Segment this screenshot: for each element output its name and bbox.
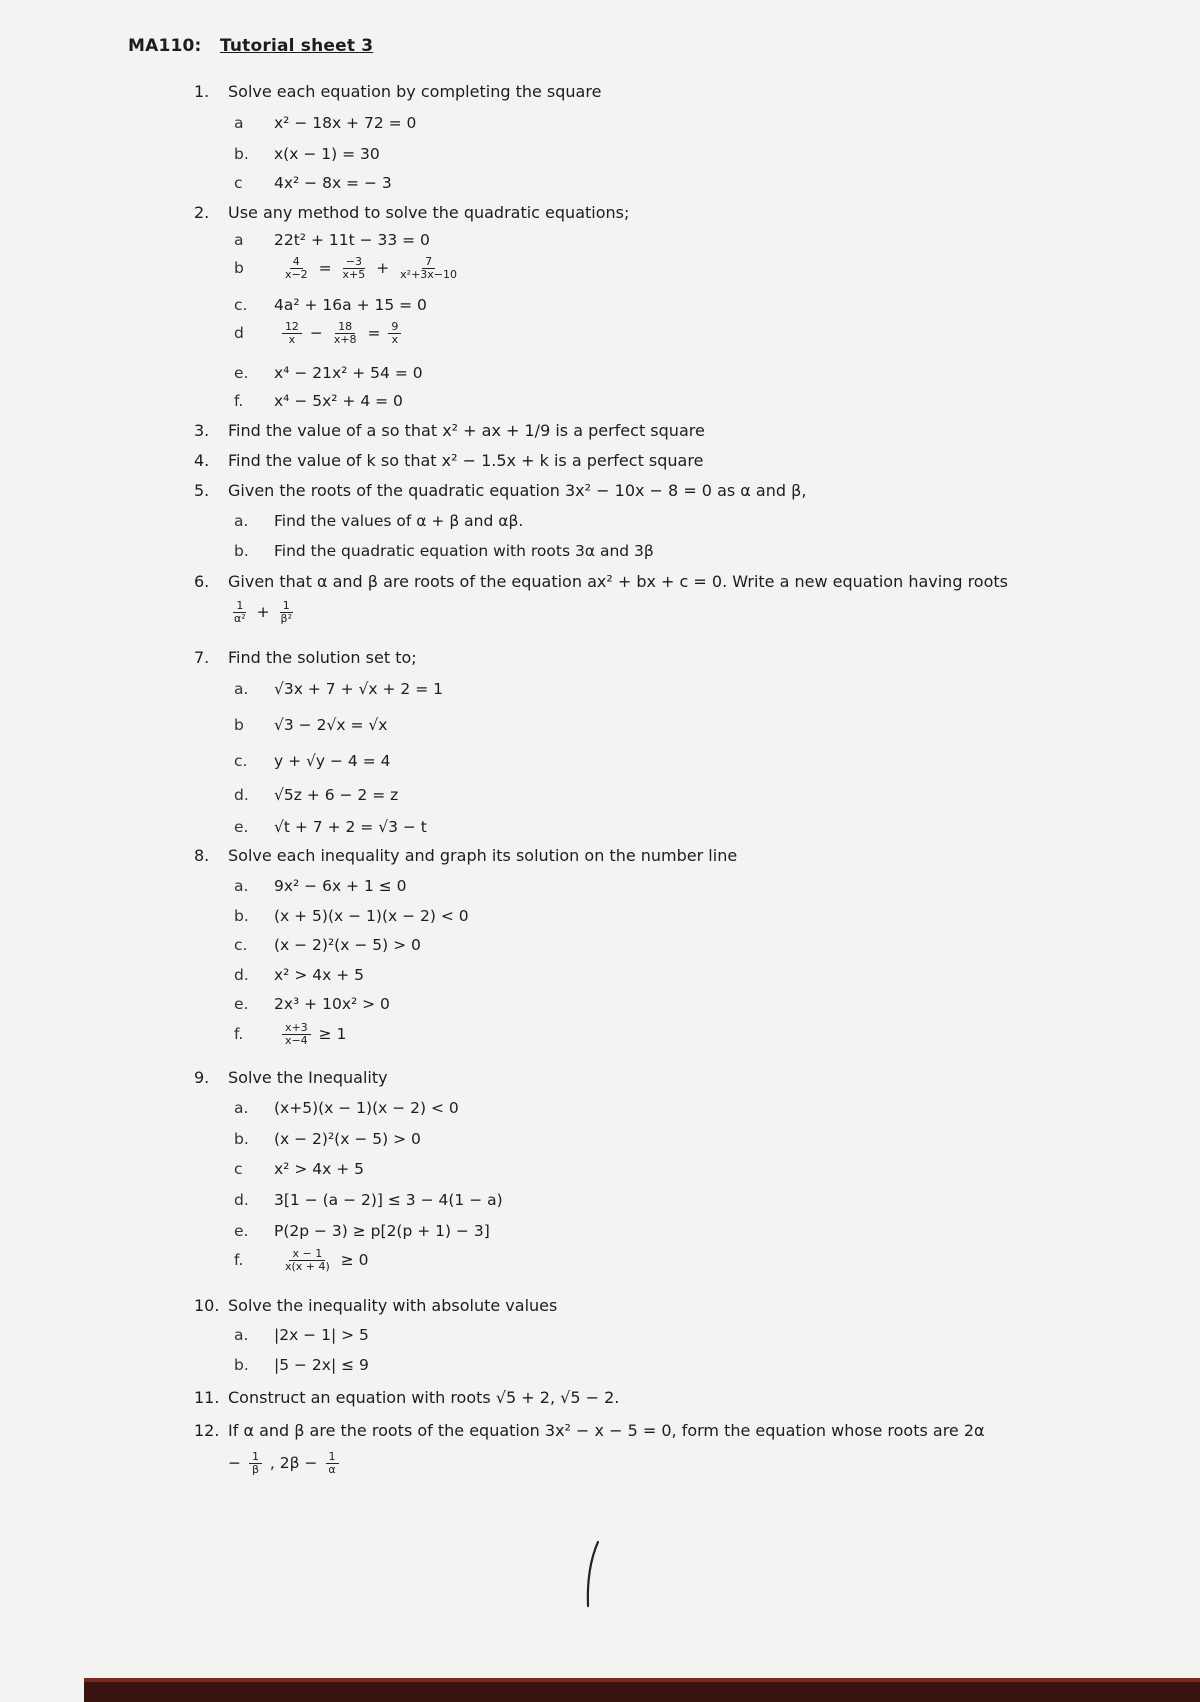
question-9c: c x² > 4x + 5 [234,1160,364,1178]
question-5a: a. Find the values of α + β and αβ. [234,512,524,530]
question-7d: d. √5z + 6 − 2 = z [234,786,399,804]
question-3: 3. Find the value of a so that x² + ax + 1/9 is a perfect square [194,421,705,440]
question-9d: d. 3[1 − (a − 2)] ≤ 3 − 4(1 − a) [234,1191,503,1209]
question-1a: a x² − 18x + 72 = 0 [234,114,417,132]
question-7e: e. √t + 7 + 2 = √3 − t [234,818,427,836]
question-2c: c. 4a² + 16a + 15 = 0 [234,296,427,314]
question-12-roots: − $\frac{1}{\beta}$ , 2β − $\frac{1}{\alpha}$ [228,1451,342,1476]
question-12: 12. If α and β are the roots of the equation 3x² − x − 5 = 0, form the equation whose roots are 2α [194,1421,985,1440]
pen-mark [582,1540,604,1608]
question-7: 7. Find the solution set to; [194,648,417,667]
question-2: 2. Use any method to solve the quadratic equations; [194,203,630,222]
question-8a: a. 9x² − 6x + 1 ≤ 0 [234,877,407,895]
question-4: 4. Find the value of k so that x² − 1.5x + k is a perfect square [194,451,704,470]
question-1c: c 4x² − 8x = − 3 [234,174,392,192]
question-8c: c. (x − 2)²(x − 5) > 0 [234,936,421,954]
question-9f: f. $\frac{x - 1}{x(x + 4)}$ ≥ 0 [234,1247,369,1273]
question-1: 1. Solve each equation by completing the square [194,82,602,101]
question-6: 6. Given that α and β are roots of the equation ax² + bx + c = 0. Write a new equation having roots [194,572,1008,591]
question-7b: b √3 − 2√x = √x [234,716,388,734]
question-2b: b $\frac{4}{x-2}$ = $\frac{-3}{x+5}$ + $\frac{7}{\text{x²+3x−10}}$ [234,255,458,281]
question-8d: d. x² > 4x + 5 [234,966,364,984]
page-bottom-edge [84,1678,1200,1702]
question-5b: b. Find the quadratic equation with roots 3α and 3β [234,542,654,560]
question-9b: b. (x − 2)²(x − 5) > 0 [234,1130,421,1148]
sheet-title [128,36,373,56]
question-10a: a. |2x − 1| > 5 [234,1326,369,1344]
question-6-roots: $\frac{1}{\text{α²}}$ + $\frac{1}{\text{β²}}$ [234,599,292,625]
question-9a: a. (x+5)(x − 1)(x − 2) < 0 [234,1099,459,1117]
question-7a: a. √3x + 7 + √x + 2 = 1 [234,680,443,698]
question-8e: e. 2x³ + 10x² > 0 [234,995,390,1013]
question-10: 10. Solve the inequality with absolute values [194,1296,558,1315]
question-5: 5. Given the roots of the quadratic equation 3x² − 10x − 8 = 0 as α and β, [194,481,807,500]
question-7c: c. y + √y − 4 = 4 [234,752,391,770]
question-8: 8. Solve each inequality and graph its solution on the number line [194,846,738,865]
question-8f: f. $\frac{x+3}{x-4}$ ≥ 1 [234,1021,347,1047]
question-9: 9. Solve the Inequality [194,1068,388,1087]
question-9e: e. P(2p − 3) ≥ p[2(p + 1) − 3] [234,1222,490,1240]
course-code: MA110: [128,36,202,56]
question-2f: f. x⁴ − 5x² + 4 = 0 [234,392,403,410]
question-2a: a 22t² + 11t − 33 = 0 [234,231,430,249]
question-10b: b. |5 − 2x| ≤ 9 [234,1356,369,1374]
question-1b: b. x(x − 1) = 30 [234,145,380,163]
question-2d: d $\frac{12}{x}$ − $\frac{18}{x+8}$ = $\frac{9}{x}$ [234,321,404,346]
question-2e: e. x⁴ − 21x² + 54 = 0 [234,364,423,382]
question-11: 11. Construct an equation with roots √5 + 2, √5 − 2. [194,1388,620,1407]
question-8b: b. (x + 5)(x − 1)(x − 2) < 0 [234,907,469,925]
sheet-subtitle: Tutorial sheet 3 [219,36,374,56]
